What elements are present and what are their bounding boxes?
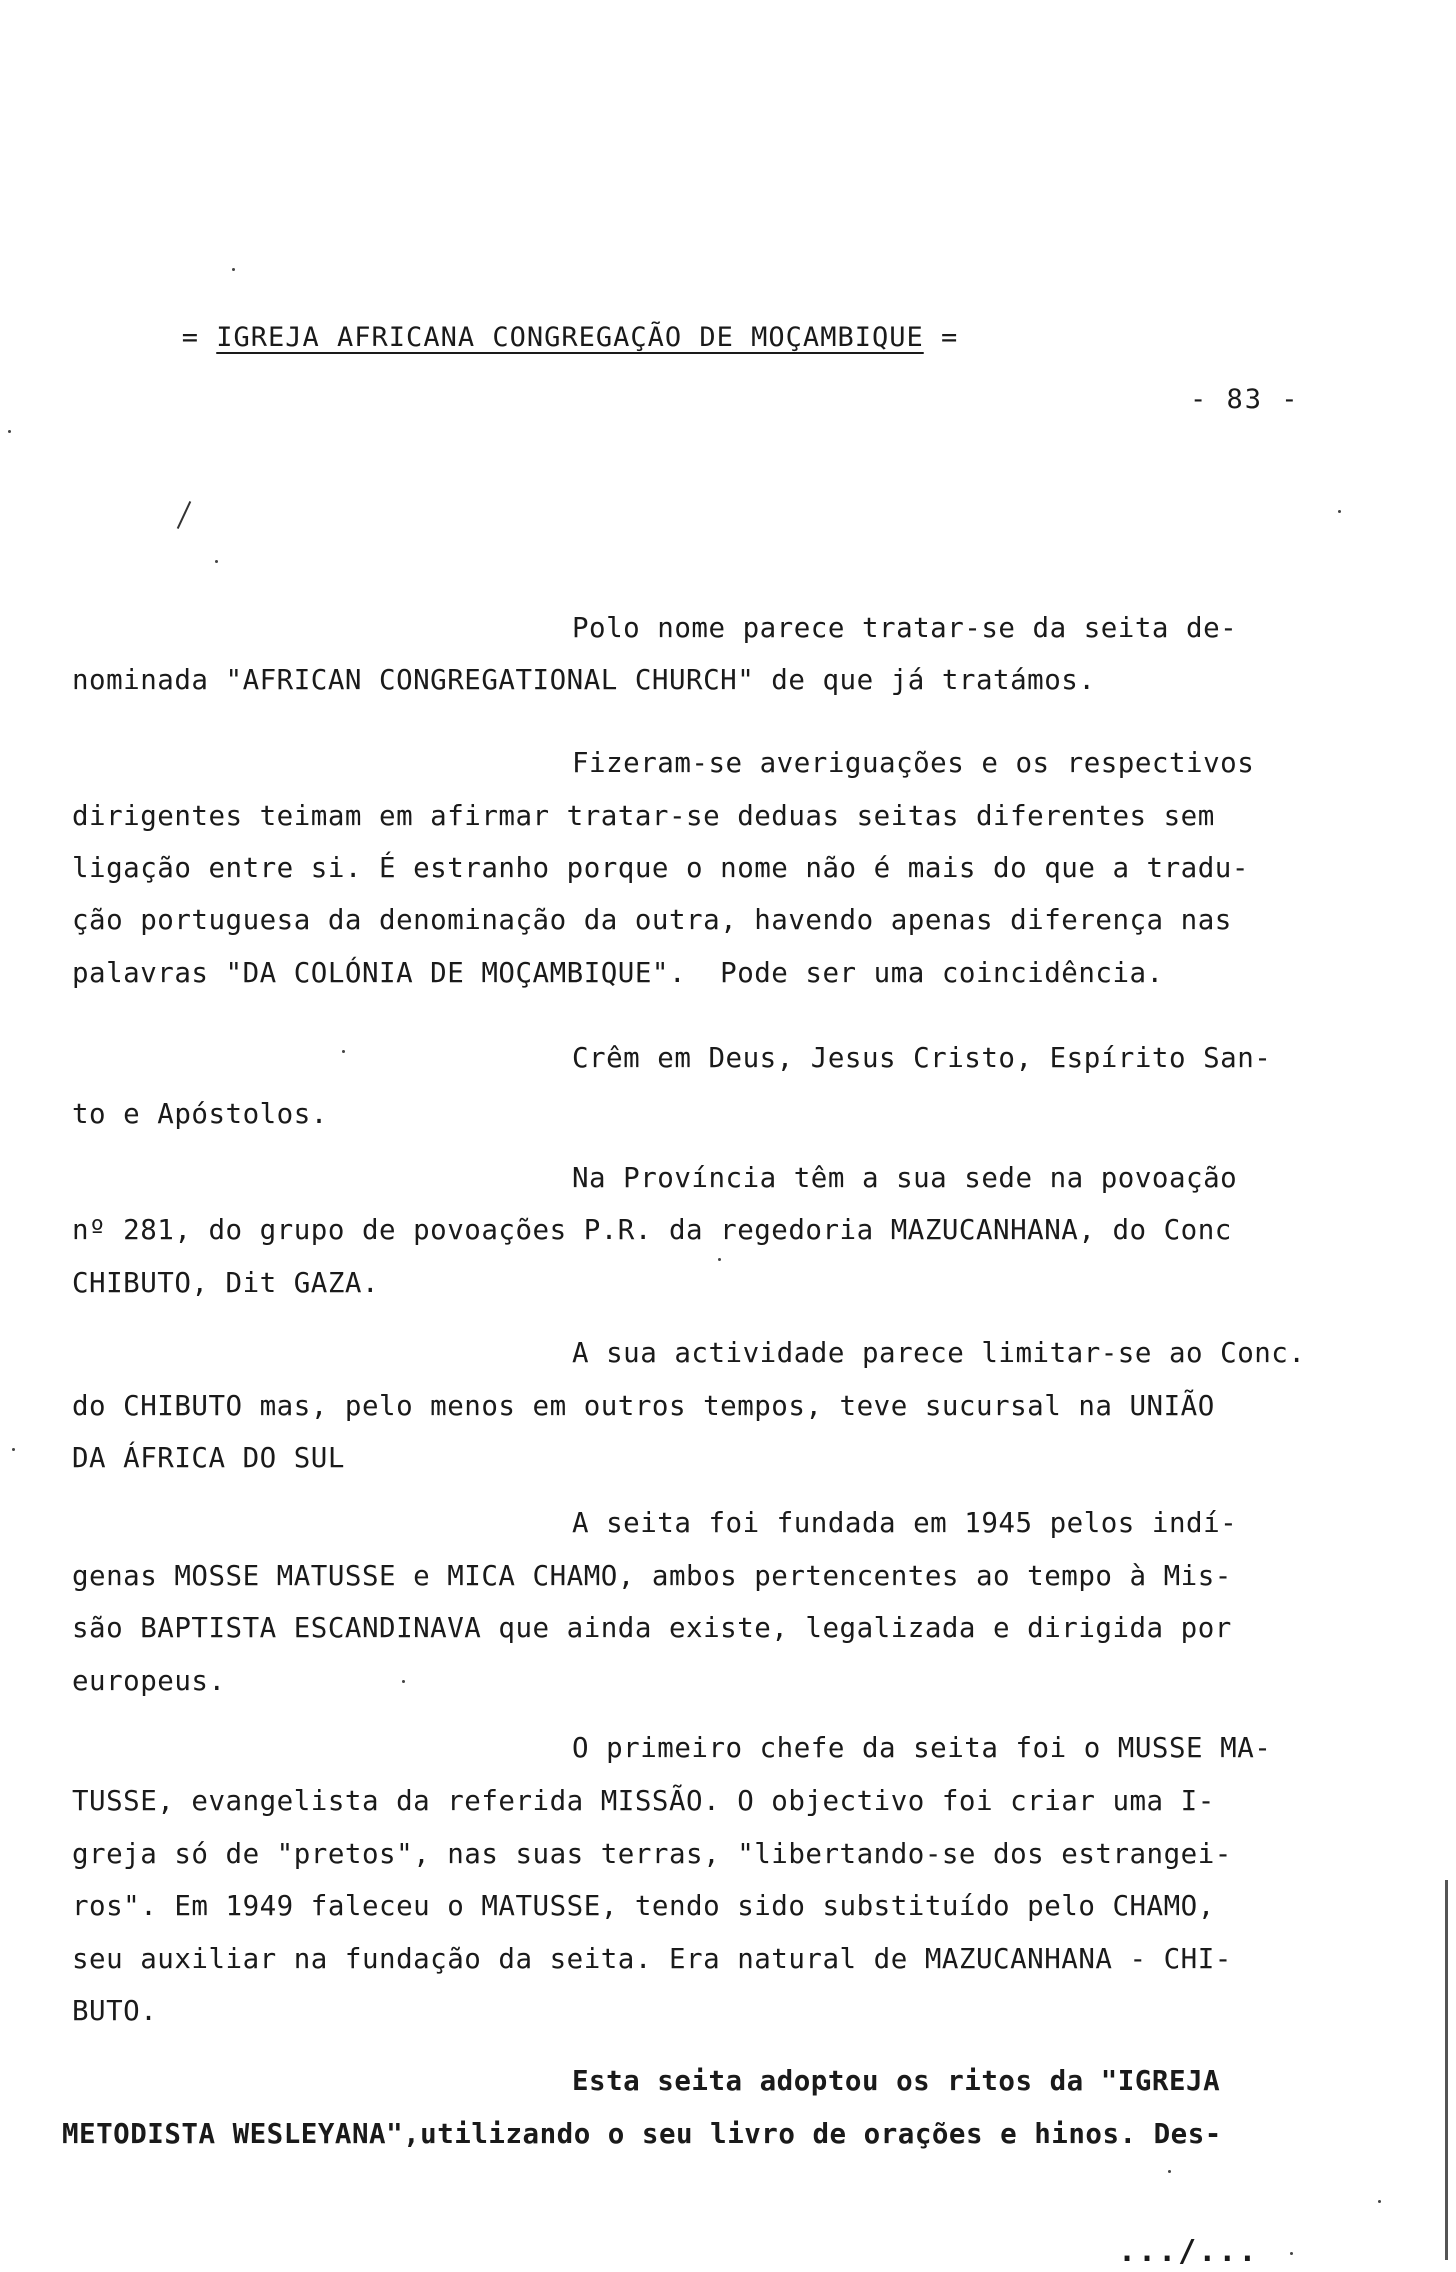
scan-speck	[1378, 2200, 1381, 2203]
text-line: DA ÁFRICA DO SUL	[72, 1442, 345, 1474]
text-line: são BAPTISTA ESCANDINAVA que ainda existe, legalizada e dirigida por	[72, 1612, 1232, 1644]
text-line: nº 281, do grupo de povoações P.R. da regedoria MAZUCANHANA, do Conc	[72, 1214, 1232, 1246]
text-line: O primeiro chefe da seita foi o MUSSE MA-	[572, 1732, 1272, 1764]
text-line: nominada "AFRICAN CONGREGATIONAL CHURCH" de que já tratámos.	[72, 664, 1096, 696]
text-line: genas MOSSE MATUSSE e MICA CHAMO, ambos pertencentes ao tempo à Mis-	[72, 1560, 1232, 1592]
text-line: Crêm em Deus, Jesus Cristo, Espírito San-	[572, 1042, 1272, 1074]
page-number: - 83 -	[1190, 384, 1300, 415]
scan-speck	[12, 1448, 15, 1451]
scan-speck	[402, 1680, 405, 1683]
title-text: IGREJA AFRICANA CONGREGAÇÃO DE MOÇAMBIQUE	[216, 322, 924, 353]
text-line: ção portuguesa da denominação da outra, havendo apenas diferença nas	[72, 904, 1232, 936]
text-line: greja só de "pretos", nas suas terras, "libertando-se dos estrangei-	[72, 1838, 1232, 1870]
text-line: palavras "DA COLÓNIA DE MOÇAMBIQUE". Pode ser uma coincidência.	[72, 957, 1164, 989]
text-line: Polo nome parece tratar-se da seita de-	[572, 612, 1238, 644]
text-line: Fizeram-se averiguações e os respectivos	[572, 747, 1255, 779]
continuation-mark: .../...	[1118, 2234, 1259, 2269]
text-line: seu auxiliar na fundação da seita. Era natural de MAZUCANHANA - CHI-	[72, 1943, 1232, 1975]
text-line: europeus.	[72, 1665, 226, 1697]
text-line: do CHIBUTO mas, pelo menos em outros tempos, teve sucursal na UNIÃO	[72, 1390, 1215, 1422]
text-line: A seita foi fundada em 1945 pelos indí-	[572, 1507, 1238, 1539]
text-line: Na Província têm a sua sede na povoação	[572, 1162, 1238, 1194]
scan-speck	[342, 1050, 345, 1053]
text-line: to e Apóstolos.	[72, 1098, 328, 1130]
scan-speck	[8, 430, 11, 433]
scan-speck	[1338, 510, 1341, 513]
text-line: ros". Em 1949 faleceu o MATUSSE, tendo sido substituído pelo CHAMO,	[72, 1890, 1215, 1922]
text-line: Esta seita adoptou os ritos da "IGREJA	[572, 2065, 1221, 2097]
scan-speck	[1290, 2252, 1293, 2255]
scan-speck	[232, 268, 235, 271]
text-line: CHIBUTO, Dit GAZA.	[72, 1267, 380, 1299]
scan-speck	[1168, 2170, 1171, 2173]
pencil-mark	[177, 501, 191, 529]
text-line: METODISTA WESLEYANA",utilizando o seu livro de orações e hinos. Des-	[62, 2118, 1222, 2150]
document-title	[0, 322, 1140, 353]
text-line: dirigentes teimam em afirmar tratar-se deduas seitas diferentes sem	[72, 800, 1215, 832]
text-line: A sua actividade parece limitar-se ao Conc.	[572, 1337, 1306, 1369]
scan-edge	[1445, 1880, 1448, 2260]
title-mark-left: =	[181, 322, 199, 353]
text-line: TUSSE, evangelista da referida MISSÃO. O objectivo foi criar uma I-	[72, 1785, 1215, 1817]
text-line: BUTO.	[72, 1995, 158, 2027]
text-line: ligação entre si. É estranho porque o nome não é mais do que a tradu-	[72, 852, 1249, 884]
title-mark-right: =	[941, 322, 959, 353]
scan-speck	[718, 1258, 721, 1261]
scan-speck	[215, 560, 218, 563]
